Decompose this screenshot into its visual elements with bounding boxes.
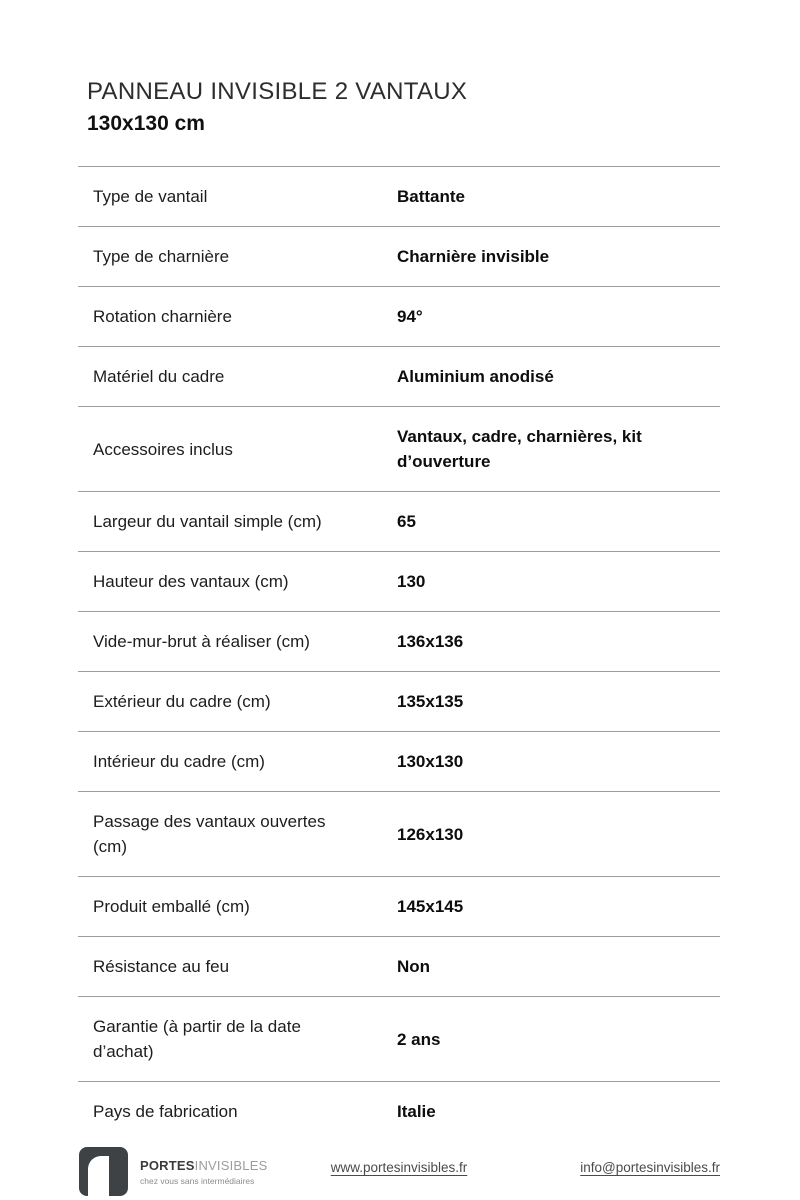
spec-value: 2 ans (397, 1029, 441, 1049)
spec-row (78, 287, 720, 347)
spec-value: Vantaux, cadre, charnières, kit d’ouverture (397, 427, 642, 471)
spec-value: 136x136 (397, 632, 464, 651)
spec-row (78, 877, 720, 937)
spec-value: 94° (397, 307, 423, 326)
spec-value: Charnière invisible (397, 247, 550, 266)
website-link[interactable]: www.portesinvisibles.fr (330, 1160, 468, 1175)
company-logo (79, 1147, 267, 1196)
spec-label: Vide-mur-brut à réaliser (cm) (93, 632, 310, 651)
spec-value: 130 (397, 572, 426, 591)
spec-row (78, 492, 720, 552)
spec-label: Accessoires inclus (93, 439, 233, 459)
logo-name-light: INVISIBLES (194, 1157, 268, 1173)
spec-row (78, 732, 720, 792)
logo-text (140, 1158, 267, 1186)
spec-value: 135x135 (397, 692, 464, 711)
spec-label: Intérieur du cadre (cm) (93, 752, 265, 771)
spec-value: Non (397, 957, 431, 976)
spec-label: Hauteur des vantaux (cm) (93, 572, 289, 591)
spec-row (78, 792, 720, 877)
spec-row (78, 227, 720, 287)
spec-row (78, 1082, 720, 1141)
spec-label: Garantie (à partir de la date d’achat) (93, 1017, 301, 1061)
logo-name (140, 1158, 267, 1173)
spec-value: 130x130 (397, 752, 464, 771)
spec-label: Pays de fabrication (93, 1102, 238, 1121)
spec-label: Matériel du cadre (93, 367, 225, 386)
spec-value: Italie (397, 1102, 436, 1121)
spec-label: Largeur du vantail simple (cm) (93, 512, 322, 531)
spec-label: Rotation charnière (93, 307, 232, 326)
spec-row (78, 672, 720, 732)
door-logo-icon (79, 1147, 128, 1196)
page-title: PANNEAU INVISIBLE 2 VANTAUX (87, 78, 468, 105)
spec-row (78, 167, 720, 227)
spec-label: Résistance au feu (93, 957, 230, 976)
spec-label: Type de vantail (93, 187, 208, 206)
logo-name-bold: PORTES (140, 1157, 195, 1173)
logo-tagline: chez vous sans intermédiaires (140, 1175, 255, 1186)
spec-row (78, 612, 720, 672)
spec-value: Battante (397, 187, 466, 206)
page-footer (78, 1147, 720, 1197)
spec-label: Type de charnière (93, 247, 230, 266)
spec-value: 145x145 (397, 897, 464, 916)
spec-row (78, 407, 720, 492)
spec-value: 126x130 (397, 824, 464, 844)
page-subtitle: 130x130 cm (87, 112, 205, 135)
email-link[interactable]: info@portesinvisibles.fr (580, 1160, 720, 1175)
spec-label: Produit emballé (cm) (93, 897, 250, 916)
spec-table (78, 166, 720, 1141)
spec-row (78, 997, 720, 1082)
spec-value: Aluminium anodisé (397, 367, 554, 386)
spec-row (78, 937, 720, 997)
spec-row (78, 552, 720, 612)
spec-value: 65 (397, 512, 416, 531)
spec-row (78, 347, 720, 407)
spec-label: Passage des vantaux ouvertes (cm) (93, 812, 326, 856)
page-header (78, 78, 720, 137)
spec-label: Extérieur du cadre (cm) (93, 692, 271, 711)
